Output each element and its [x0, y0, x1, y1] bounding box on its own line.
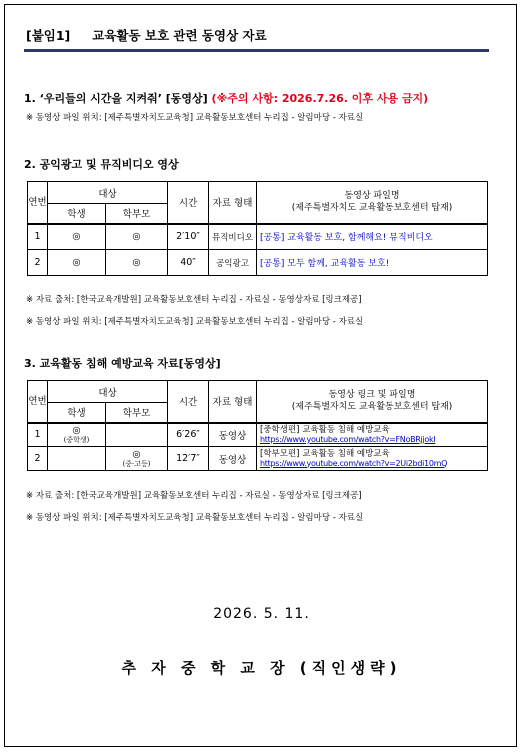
row-parent — [106, 423, 168, 447]
section1-warning: (※주의 사항: 2026.7.26. 이후 사용 금지) — [211, 92, 429, 105]
row-no: 1 — [28, 423, 48, 447]
row-video-url[interactable]: https://www.youtube.com/watch?v=FNoBRjjokI — [260, 434, 436, 444]
section2-source-note: ※ 자료 출처: [한국교육개발원] 교육활동보호센터 누리집 - 자료실 - 동영상자료 [링크제공] — [26, 295, 362, 305]
row-format: 동영상 — [209, 423, 257, 447]
col-no: 연번 — [28, 182, 48, 224]
section1-title: 1. ‘우리들의 시간을 지켜줘’ [동영상] — [24, 92, 208, 105]
row-format: 공익광고 — [209, 250, 257, 276]
row-parent: ◎ — [106, 250, 168, 276]
row-time: 6′26″ — [168, 423, 209, 447]
title-underline — [24, 49, 489, 52]
col-time: 시간 — [168, 182, 209, 224]
row-time: 40″ — [168, 250, 209, 276]
col-time: 시간 — [168, 381, 209, 423]
document-title — [26, 26, 267, 44]
row-student — [48, 447, 106, 471]
row-file: [공통] 교육활동 보호, 함께해요! 뮤직비디오 — [257, 224, 488, 250]
row-no: 1 — [28, 224, 48, 250]
col-parent: 학부모 — [106, 403, 168, 423]
row-no: 2 — [28, 250, 48, 276]
section3-location-note: ※ 동영상 파일 위치: [제주특별자치도교육청] 교육활동보호센터 누리집 - 알림마당 - 자료실 — [26, 513, 364, 523]
row-student: ◎ — [48, 250, 106, 276]
row-parent-mark: ◎ — [132, 449, 141, 460]
col-target: 대상 — [48, 182, 168, 204]
section3-table — [27, 380, 488, 471]
row-time: 12′7″ — [168, 447, 209, 471]
section2-table — [27, 181, 488, 276]
row-no: 2 — [28, 447, 48, 471]
table-row — [28, 423, 488, 447]
row-parent — [106, 447, 168, 471]
row-student: ◎ — [48, 224, 106, 250]
col-file: 동영상 파일명 (제주특별자치도 교육활동보호센터 탑재) — [257, 182, 488, 224]
section2-location-note: ※ 동영상 파일 위치: [제주특별자치도교육청] 교육활동보호센터 누리집 - 알림마당 - 자료실 — [26, 317, 364, 327]
col-file: 동영상 링크 및 파일명 (제주특별자치도 교육활동보호센터 탑재) — [257, 381, 488, 423]
row-video-url[interactable]: https://www.youtube.com/watch?v=2Ui2bdi10mQ — [260, 458, 448, 468]
section3-source-note: ※ 자료 출처: [한국교육개발원] 교육활동보호센터 누리집 - 자료실 - 동영상자료 [링크제공] — [26, 491, 362, 501]
section2-heading: 2. 공익광고 및 뮤직비디오 영상 — [24, 158, 179, 171]
row-video-title: [중학생편] 교육활동 침해 예방교육 — [260, 424, 390, 435]
document-date: 2026. 5. 11. — [213, 606, 310, 622]
col-student: 학생 — [48, 403, 106, 423]
col-no: 연번 — [28, 381, 48, 423]
row-parent-sub: (중·고등) — [122, 460, 151, 468]
table-row — [28, 447, 488, 471]
row-link — [257, 423, 488, 447]
title-text: 교육활동 보호 관련 동영상 자료 — [92, 28, 267, 43]
row-format: 뮤직비디오 — [209, 224, 257, 250]
section3-heading: 3. 교육활동 침해 예방교육 자료[동영상] — [24, 357, 221, 370]
row-file: [공통] 모두 함께, 교육활동 보호! — [257, 250, 488, 276]
col-format: 자료 형태 — [209, 381, 257, 423]
row-link — [257, 447, 488, 471]
col-target: 대상 — [48, 381, 168, 403]
row-video-title: [학부모편] 교육활동 침해 예방교육 — [260, 448, 390, 459]
section1-heading — [24, 90, 428, 106]
col-format: 자료 형태 — [209, 182, 257, 224]
principal-signature: 추 자 중 학 교 장 (직인생략) — [121, 659, 402, 677]
col-parent: 학부모 — [106, 204, 168, 224]
row-student-sub: (중학생) — [63, 436, 90, 445]
table-row — [28, 224, 488, 250]
row-student-mark: ◎ — [72, 425, 81, 437]
table-row — [28, 250, 488, 276]
row-time: 2′10″ — [168, 224, 209, 250]
section1-note: ※ 동영상 파일 위치: [제주특별자치도교육청] 교육활동보호센터 누리집 - 알림마당 - 자료실 — [26, 113, 364, 123]
row-parent: ◎ — [106, 224, 168, 250]
row-format: 동영상 — [209, 447, 257, 471]
row-student — [48, 423, 106, 447]
attachment-tag: [붙임1] — [26, 28, 71, 43]
col-student: 학생 — [48, 204, 106, 224]
